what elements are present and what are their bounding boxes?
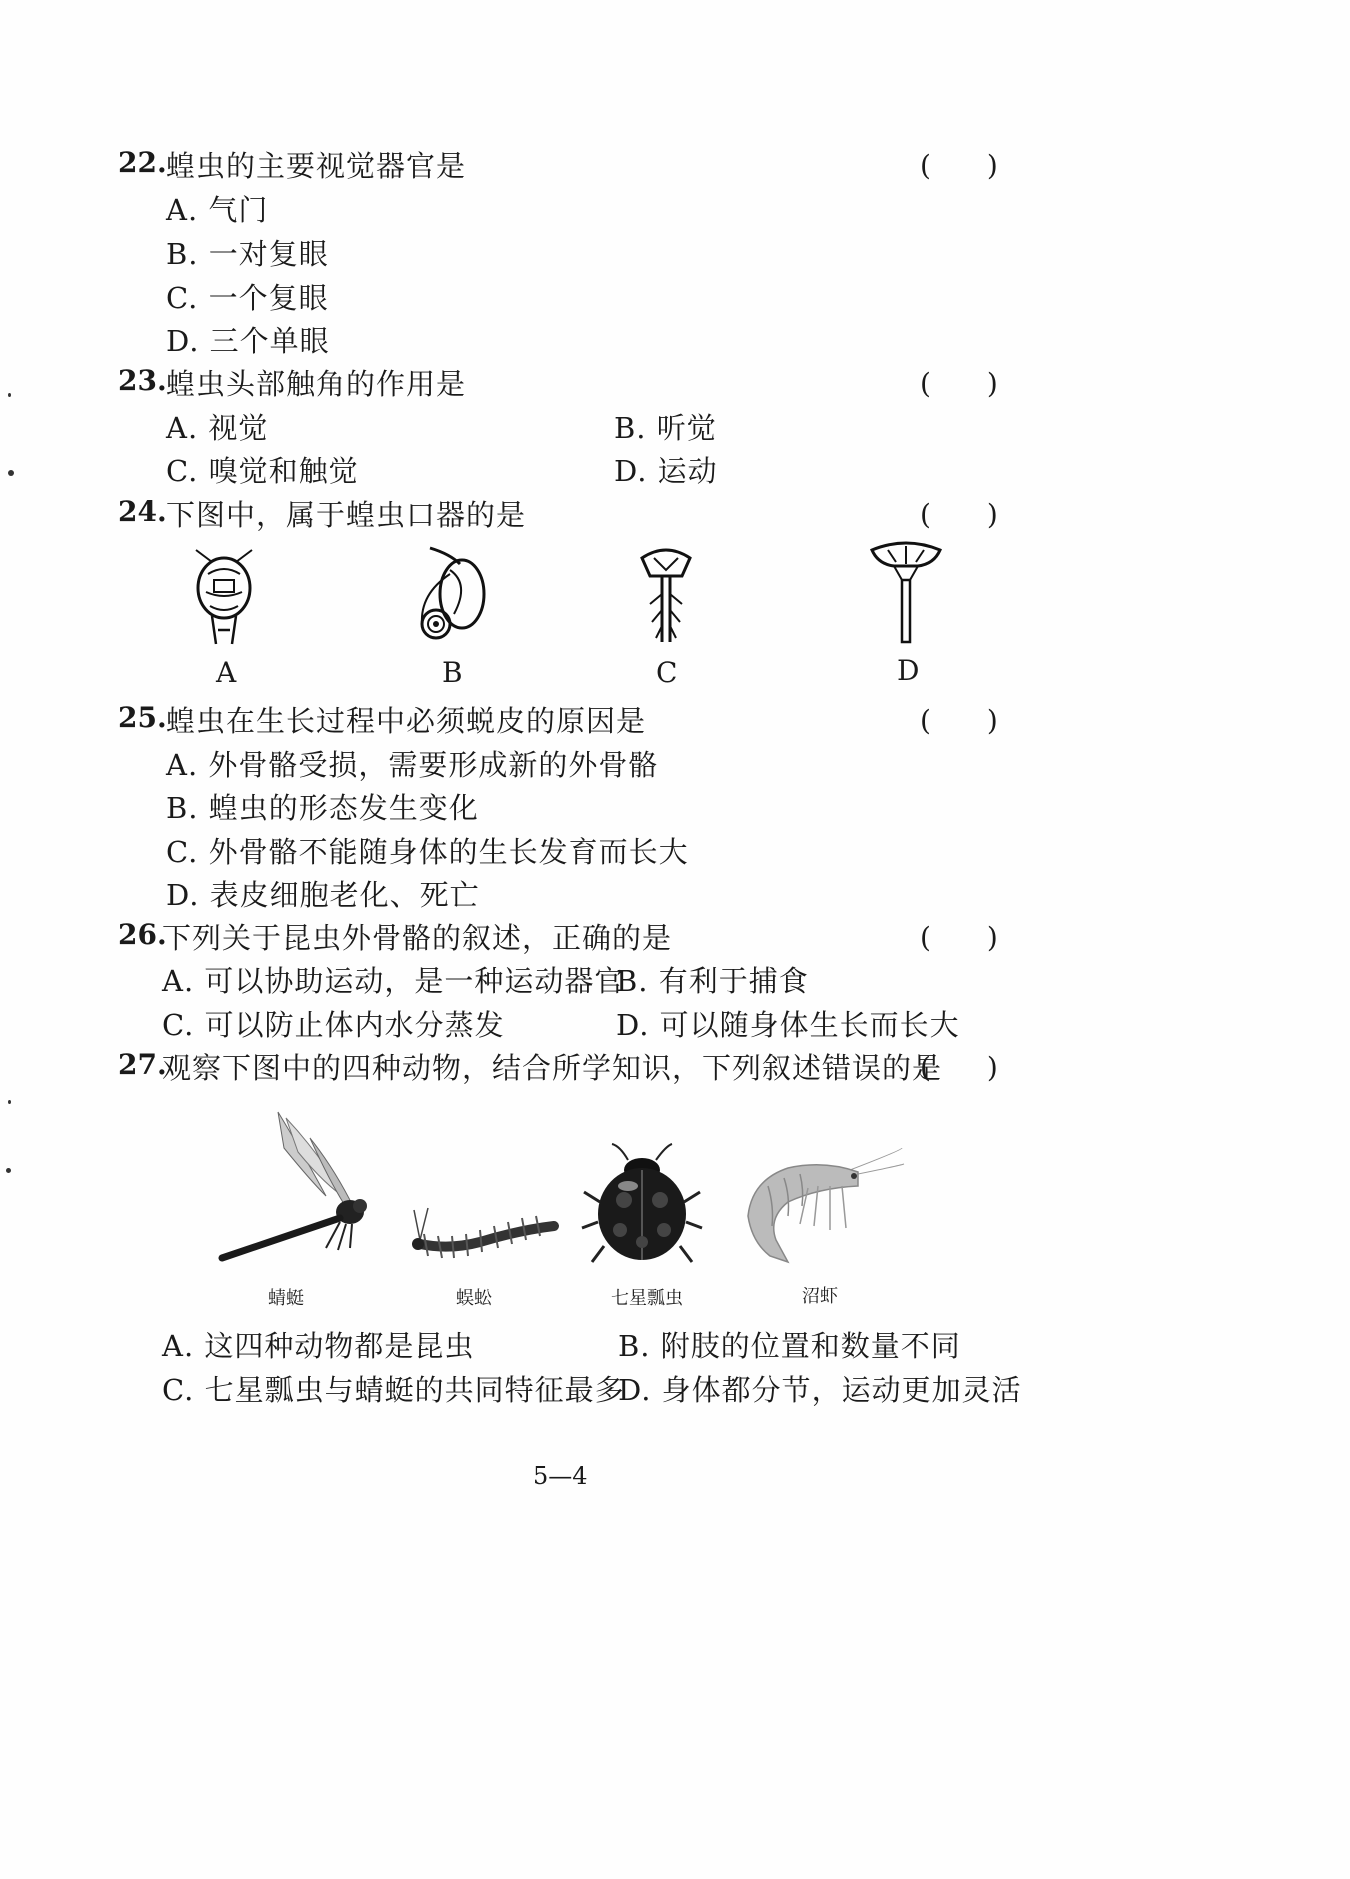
question-text: 下图中，属于蝗虫口器的是 (166, 498, 527, 532)
margin-mark (8, 1100, 11, 1104)
option-d: D. 身体都分节，运动更加灵活 (618, 1373, 1022, 1407)
answer-paren[interactable]: ( ) (920, 498, 998, 531)
mouthpart-b-drawing (410, 544, 490, 648)
option-b: B. 一对复眼 (166, 237, 329, 271)
caption-ladybug: 七星瓢虫 (611, 1288, 683, 1309)
figure-label-b: B (442, 656, 463, 689)
centipede-image (410, 1204, 560, 1266)
option-d: D. 表皮细胞老化、死亡 (166, 878, 480, 912)
option-d: D. 运动 (614, 454, 718, 488)
answer-paren[interactable]: ( ) (920, 704, 998, 737)
answer-paren[interactable]: ( ) (920, 367, 998, 400)
shrimp-image (738, 1146, 904, 1266)
dragonfly-image (214, 1108, 378, 1264)
figure-label-d: D (897, 654, 920, 687)
option-b: B. 有利于捕食 (616, 964, 809, 998)
figure-label-a: A (216, 656, 237, 689)
question-text: 蝗虫的主要视觉器官是 (166, 149, 467, 183)
caption-dragonfly: 蜻蜓 (268, 1288, 304, 1309)
margin-mark (8, 470, 14, 476)
caption-centipede: 蜈蚣 (456, 1288, 492, 1309)
option-b: B. 听觉 (614, 411, 717, 445)
answer-paren[interactable]: ( ) (920, 921, 998, 954)
question-number: 23. (118, 364, 167, 397)
question-number: 26. (118, 918, 167, 951)
option-b: B. 附肢的位置和数量不同 (618, 1329, 961, 1363)
question-text: 观察下图中的四种动物，结合所学知识，下列叙述错误的是 (162, 1051, 943, 1085)
question-number: 24. (118, 495, 167, 528)
option-d: D. 可以随身体生长而长大 (616, 1008, 960, 1042)
page-number: 5—4 (533, 1462, 588, 1490)
option-a: A. 外骨骼受损，需要形成新的外骨骼 (166, 748, 659, 782)
margin-mark (8, 393, 11, 397)
mouthpart-a-drawing (186, 544, 262, 648)
option-a: A. 这四种动物都是昆虫 (162, 1329, 475, 1363)
option-a: A. 气门 (166, 193, 269, 227)
option-c: C. 可以防止体内水分蒸发 (162, 1008, 505, 1042)
margin-mark (6, 1168, 11, 1173)
answer-paren[interactable]: ( ) (920, 1051, 998, 1084)
mouthpart-c-drawing (636, 544, 696, 648)
option-d: D. 三个单眼 (166, 324, 330, 358)
question-text: 蝗虫头部触角的作用是 (166, 367, 467, 401)
question-text: 蝗虫在生长过程中必须蜕皮的原因是 (166, 704, 647, 738)
option-c: C. 外骨骼不能随身体的生长发育而长大 (166, 835, 689, 869)
mouthpart-d-drawing (868, 540, 944, 646)
option-c: C. 七星瓢虫与蜻蜓的共同特征最多 (162, 1373, 625, 1407)
option-a: A. 可以协助运动，是一种运动器官 (162, 964, 625, 998)
question-number: 27. (118, 1048, 167, 1081)
caption-shrimp: 沼虾 (802, 1286, 838, 1307)
answer-paren[interactable]: ( ) (920, 149, 998, 182)
figure-label-c: C (656, 656, 678, 689)
option-c: C. 一个复眼 (166, 281, 329, 315)
question-number: 22. (118, 146, 167, 179)
question-number: 25. (118, 701, 167, 734)
option-a: A. 视觉 (166, 411, 269, 445)
ladybug-image (580, 1142, 704, 1268)
option-b: B. 蝗虫的形态发生变化 (166, 791, 479, 825)
question-text: 下列关于昆虫外骨骼的叙述，正确的是 (162, 921, 673, 955)
option-c: C. 嗅觉和触觉 (166, 454, 359, 488)
